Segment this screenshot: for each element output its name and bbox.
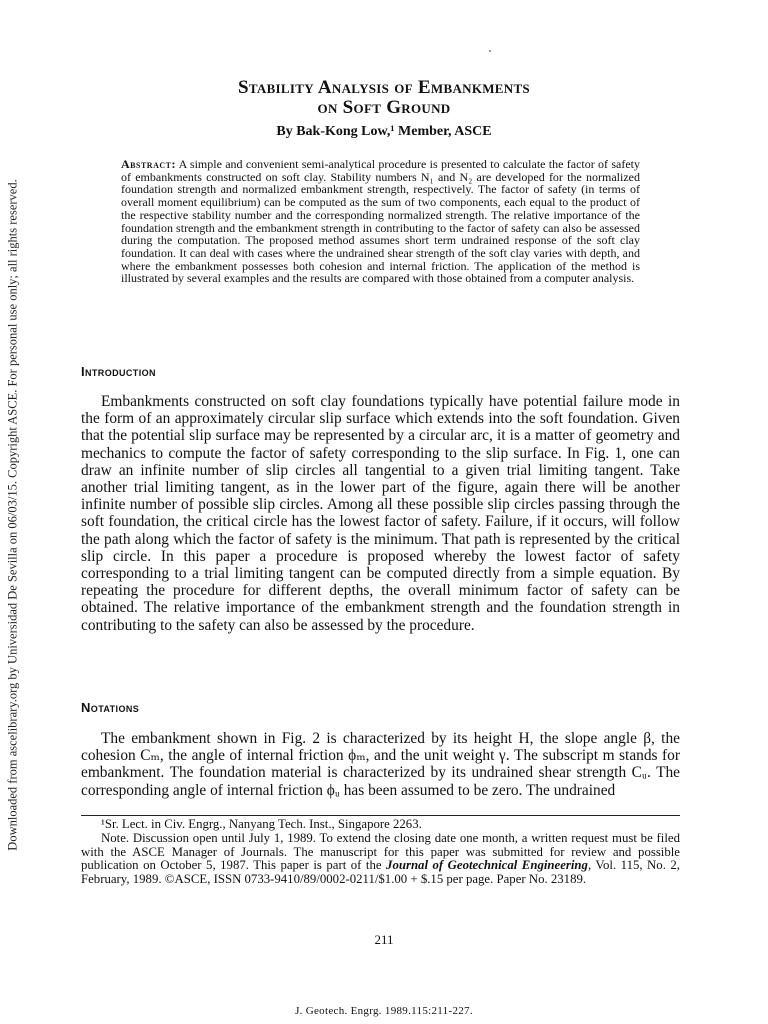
journal-name: Journal of Geotechnical Engineering <box>386 858 588 873</box>
introduction-heading: Introduction <box>81 364 156 379</box>
abstract-text: A simple and convenient semi-analytical procedure is presented to calculate the factor of safety of embankments constructed on soft clay. Stability numbers N₁ and N₂ are developed for the normalized foundation strength and normalized embankment strength, respectively. The factor of safety (in terms of overall moment equilibrium) can be computed as the sum of two components, each equal to the product of the respective stability number and the corresponding normalized strength. The relative importance of the foundation strength and the embankment strength in contributing to the factor of safety can also be assessed during the computation. The proposed method assumes short term undrained response of the soft clay foundation. It can deal with cases where the undrained shear strength of the soft clay varies with depth, and where the embankment possesses both cohesion and internal friction. The application of the method is illustrated by several examples and the results are compared with those obtained from a computer analysis. <box>121 157 640 286</box>
introduction-text: Embankments constructed on soft clay foundations typically have potential failure mode in the form of an approximately circular slip surface which extends into the soft foundation. Given that the potential slip surface may be represented by a circular arc, it is a matter of geometry and mechanics to compute the factor of safety corresponding to the slip surface. In Fig. 1, one can draw an infinite number of slip circles all tangential to a given trial limiting tangent. Take another trial limiting tangent, as in the lower part of the figure, again there will be another infinite number of possible slip circles. Among all these possible slip circles passing through the soft foundation, the critical circle has the lowest factor of safety. Failure, if it occurs, will follow the path along which the factor of safety is the minimum. That path is represented by the critical slip circle. In this paper a procedure is proposed whereby the lowest factor of safety corresponding to a trial limiting tangent can be computed directly from a simple equation. By repeating the procedure for different depths, the overall minimum factor of safety can be obtained. The relative importance of the embankment strength and the foundation strength in contributing to the safety can also be assessed by the procedure. <box>81 393 680 634</box>
page-number: 211 <box>374 932 394 947</box>
title-line-1: Stability Analysis of Embankments <box>238 77 530 98</box>
notations-text: The embankment shown in Fig. 2 is characterized by its height H, the slope angle β, the cohesion Cₘ, the angle of internal friction ϕₘ, and the unit weight γ. The subscript m stands for embankment. The foundation material is characterized by its undrained shear strength Cᵤ. The corresponding angle of internal friction ϕᵤ has been assumed to be zero. The undrained <box>81 730 680 799</box>
journal-citation: J. Geotech. Engrg. 1989.115:211-227. <box>295 1005 473 1017</box>
footnotes <box>81 818 680 887</box>
notations-heading: Notations <box>81 700 140 715</box>
download-notice-text: Downloaded from ascelibrary.org by Universidad De Sevilla on 06/03/15. Copyright ASCE. For personal use only; all rights reserved. <box>5 179 20 851</box>
author-line: By Bak-Kong Low,¹ Member, ASCE <box>276 124 492 139</box>
paper-title <box>0 78 768 118</box>
abstract-label: Abstract: <box>121 157 176 171</box>
footnote-affiliation: ¹Sr. Lect. in Civ. Engrg., Nanyang Tech. Inst., Singapore 2263. <box>101 817 422 831</box>
download-notice <box>4 170 22 860</box>
footnote-note-start: Note. Discussion open until July 1, 1989. To extend the closing date one month, a written request must be filed with the ASCE Manager of Journals. The manuscript for this paper was submitted for review and possible publication on October 5, 1987. This paper is part of the <box>81 830 680 873</box>
footnote-note <box>81 832 680 887</box>
title-line-2: on Soft Ground <box>317 97 451 118</box>
abstract <box>121 158 640 285</box>
footnote-divider <box>81 815 680 816</box>
scan-speck <box>489 50 491 52</box>
footnote-note-end: , Vol. 115, No. 2, February, 1989. ©ASCE, ISSN 0733-9410/89/0002-0211/$1.00 + $.15 per page. Paper No. 23189. <box>81 858 680 887</box>
